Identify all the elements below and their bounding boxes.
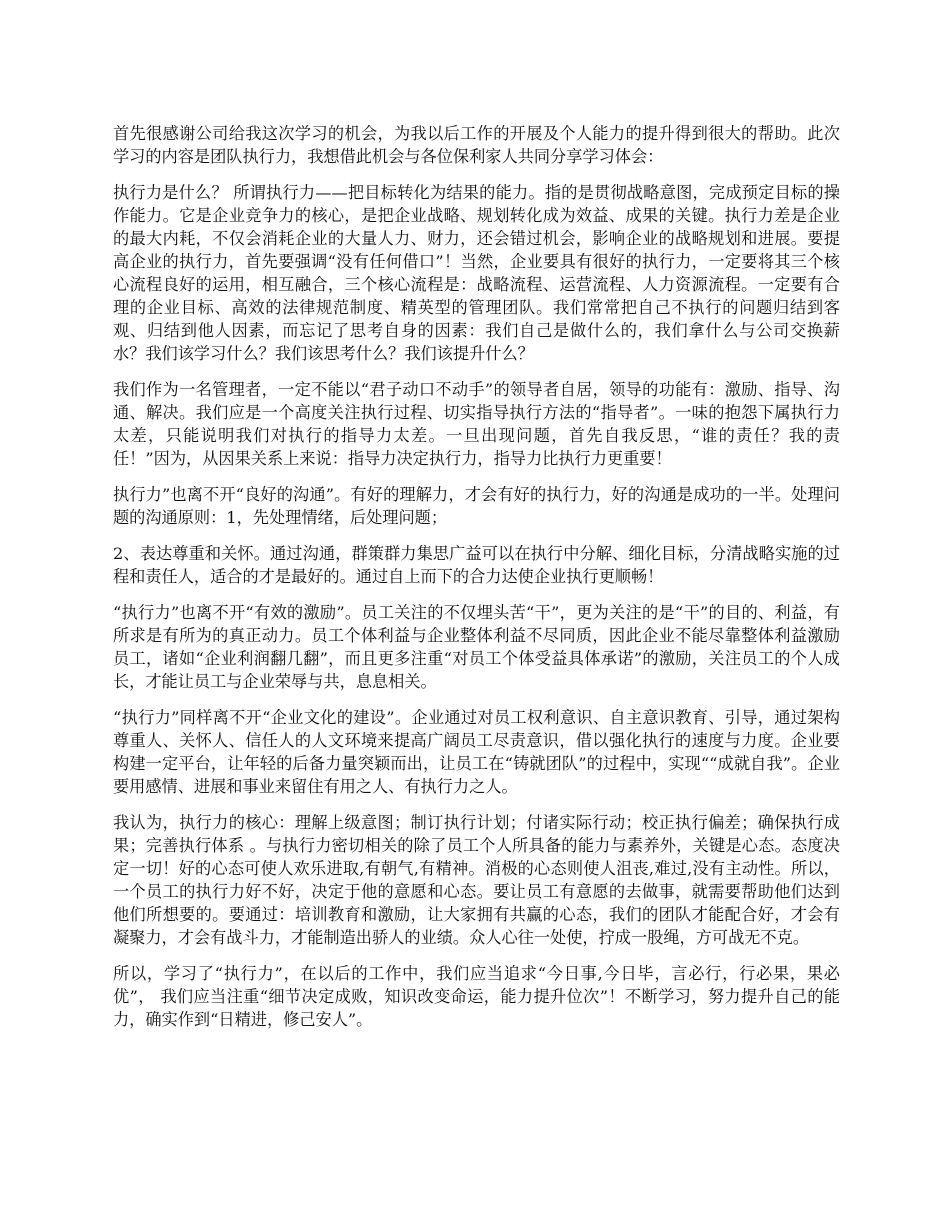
- paragraph-conclusion: 所以，学习了“执行力”，在以后的工作中，我们应当追求“今日事,今日毕，言必行，行必果，果必优”， 我们应当注重“细节决定成败，知识改变命运，能力提升位次”！不断学习，努力提升自己的能力，确实作到“日精进，修己安人”。: [113, 964, 840, 1029]
- paragraph-communication: 执行力”也离不开“良好的沟通”。有好的理解力，才会有好的执行力，好的沟通是成功的一半。处理问题的沟通原则：1，先处理情绪，后处理问题；: [113, 485, 840, 527]
- paragraph-what-is-execution: 执行力是什么？ 所谓执行力——把目标转化为结果的能力。指的是贯彻战略意图，完成预定目标的操作能力。它是企业竞争力的核心，是把企业战略、规划转化成为效益、成果的关键。执行力差是企业的最大内耗，不仅会消耗企业的大量人力、财力，还会错过机会，影响企业的战略规划和进展。要提高企业的执行力，首先要强调“没有任何借口”！当然，企业要具有很好的执行力，一定要将其三个核心流程良好的运用，相互融合，三个核心流程是：战略流程、运营流程、人力资源流程。一定要有合理的企业目标、高效的法律规范制度、精英型的管理团队。我们常常把自己不执行的问题归结到客观、归结到他人因素，而忘记了思考自身的因素：我们自己是做什么的，我们拿什么与公司交换薪水？我们该学习什么？我们该思考什么？我们该提升什么？: [113, 183, 840, 363]
- document-body: [113, 122, 840, 1044]
- paragraph-intro: 首先很感谢公司给我这次学习的机会，为我以后工作的开展及个人能力的提升得到很大的帮助。此次学习的内容是团队执行力，我想借此机会与各位保利家人共同分享学习体会：: [113, 124, 840, 166]
- paragraph-core-mindset: 我认为，执行力的核心：理解上级意图；制订执行计划；付诸实际行动；校正执行偏差；确保执行成果；完善执行体系 。与执行力密切相关的除了员工个人所具备的能力与素养外，关键是心态。态度决定一切！好的心态可使人欢乐进取,有朝气,有精神。消极的心态则使人沮丧,难过,没有主动性。所以，一个员工的执行力好不好，决定于他的意愿和心态。要让员工有意愿的去做事，就需要帮助他们达到他们所想要的。要通过：培训教育和激励，让大家拥有共赢的心态，我们的团队才能配合好，才会有凝聚力，才会有战斗力，才能制造出骄人的业绩。众人心往一处使，拧成一股绳，方可战无不克。: [113, 813, 840, 947]
- paragraph-respect-care: 2、表达尊重和关怀。通过沟通，群策群力集思广益可以在执行中分解、细化目标，分清战略实施的过程和责任人，适合的才是最好的。通过自上而下的合力达使企业执行更顺畅！: [113, 544, 840, 586]
- paragraph-culture: “执行力”同样离不开“企业文化的建设”。企业通过对员工权利意识、自主意识教育、引导，通过架构尊重人、关怀人、信任人的人文环境来提高广阔员工尽责意识，借以强化执行的速度与力度。企业要构建一定平台，让年轻的后备力量突颖而出，让员工在“铸就团队”的过程中，实现““成就自我”。企业要用感情、进展和事业来留住有用之人、有执行力之人。: [113, 708, 840, 796]
- paragraph-manager-role: 我们作为一名管理者，一定不能以“君子动口不动手”的领导者自居，领导的功能有：激励、指导、沟通、解决。我们应是一个高度关注执行过程、切实指导执行方法的“指导者”。一味的抱怨下属执行力太差，只能说明我们对执行的指导力太差。一旦出现问题，首先自我反思，“谁的责任？我的责任！”因为，从因果关系上来说：指导力决定执行力，指导力比执行力更重要！: [113, 380, 840, 468]
- paragraph-incentive: “执行力”也离不开“有效的激励”。员工关注的不仅埋头苦“干”，更为关注的是“干”的目的、利益，有所求是有所为的真正动力。员工个体利益与企业整体利益不尽同质，因此企业不能尽靠整体利益激励员工，诸如“企业利润翻几翻”，而且更多注重“对员工个体受益具体承诺”的激励，关注员工的个人成长，才能让员工与企业荣辱与共，息息相关。: [113, 603, 840, 691]
